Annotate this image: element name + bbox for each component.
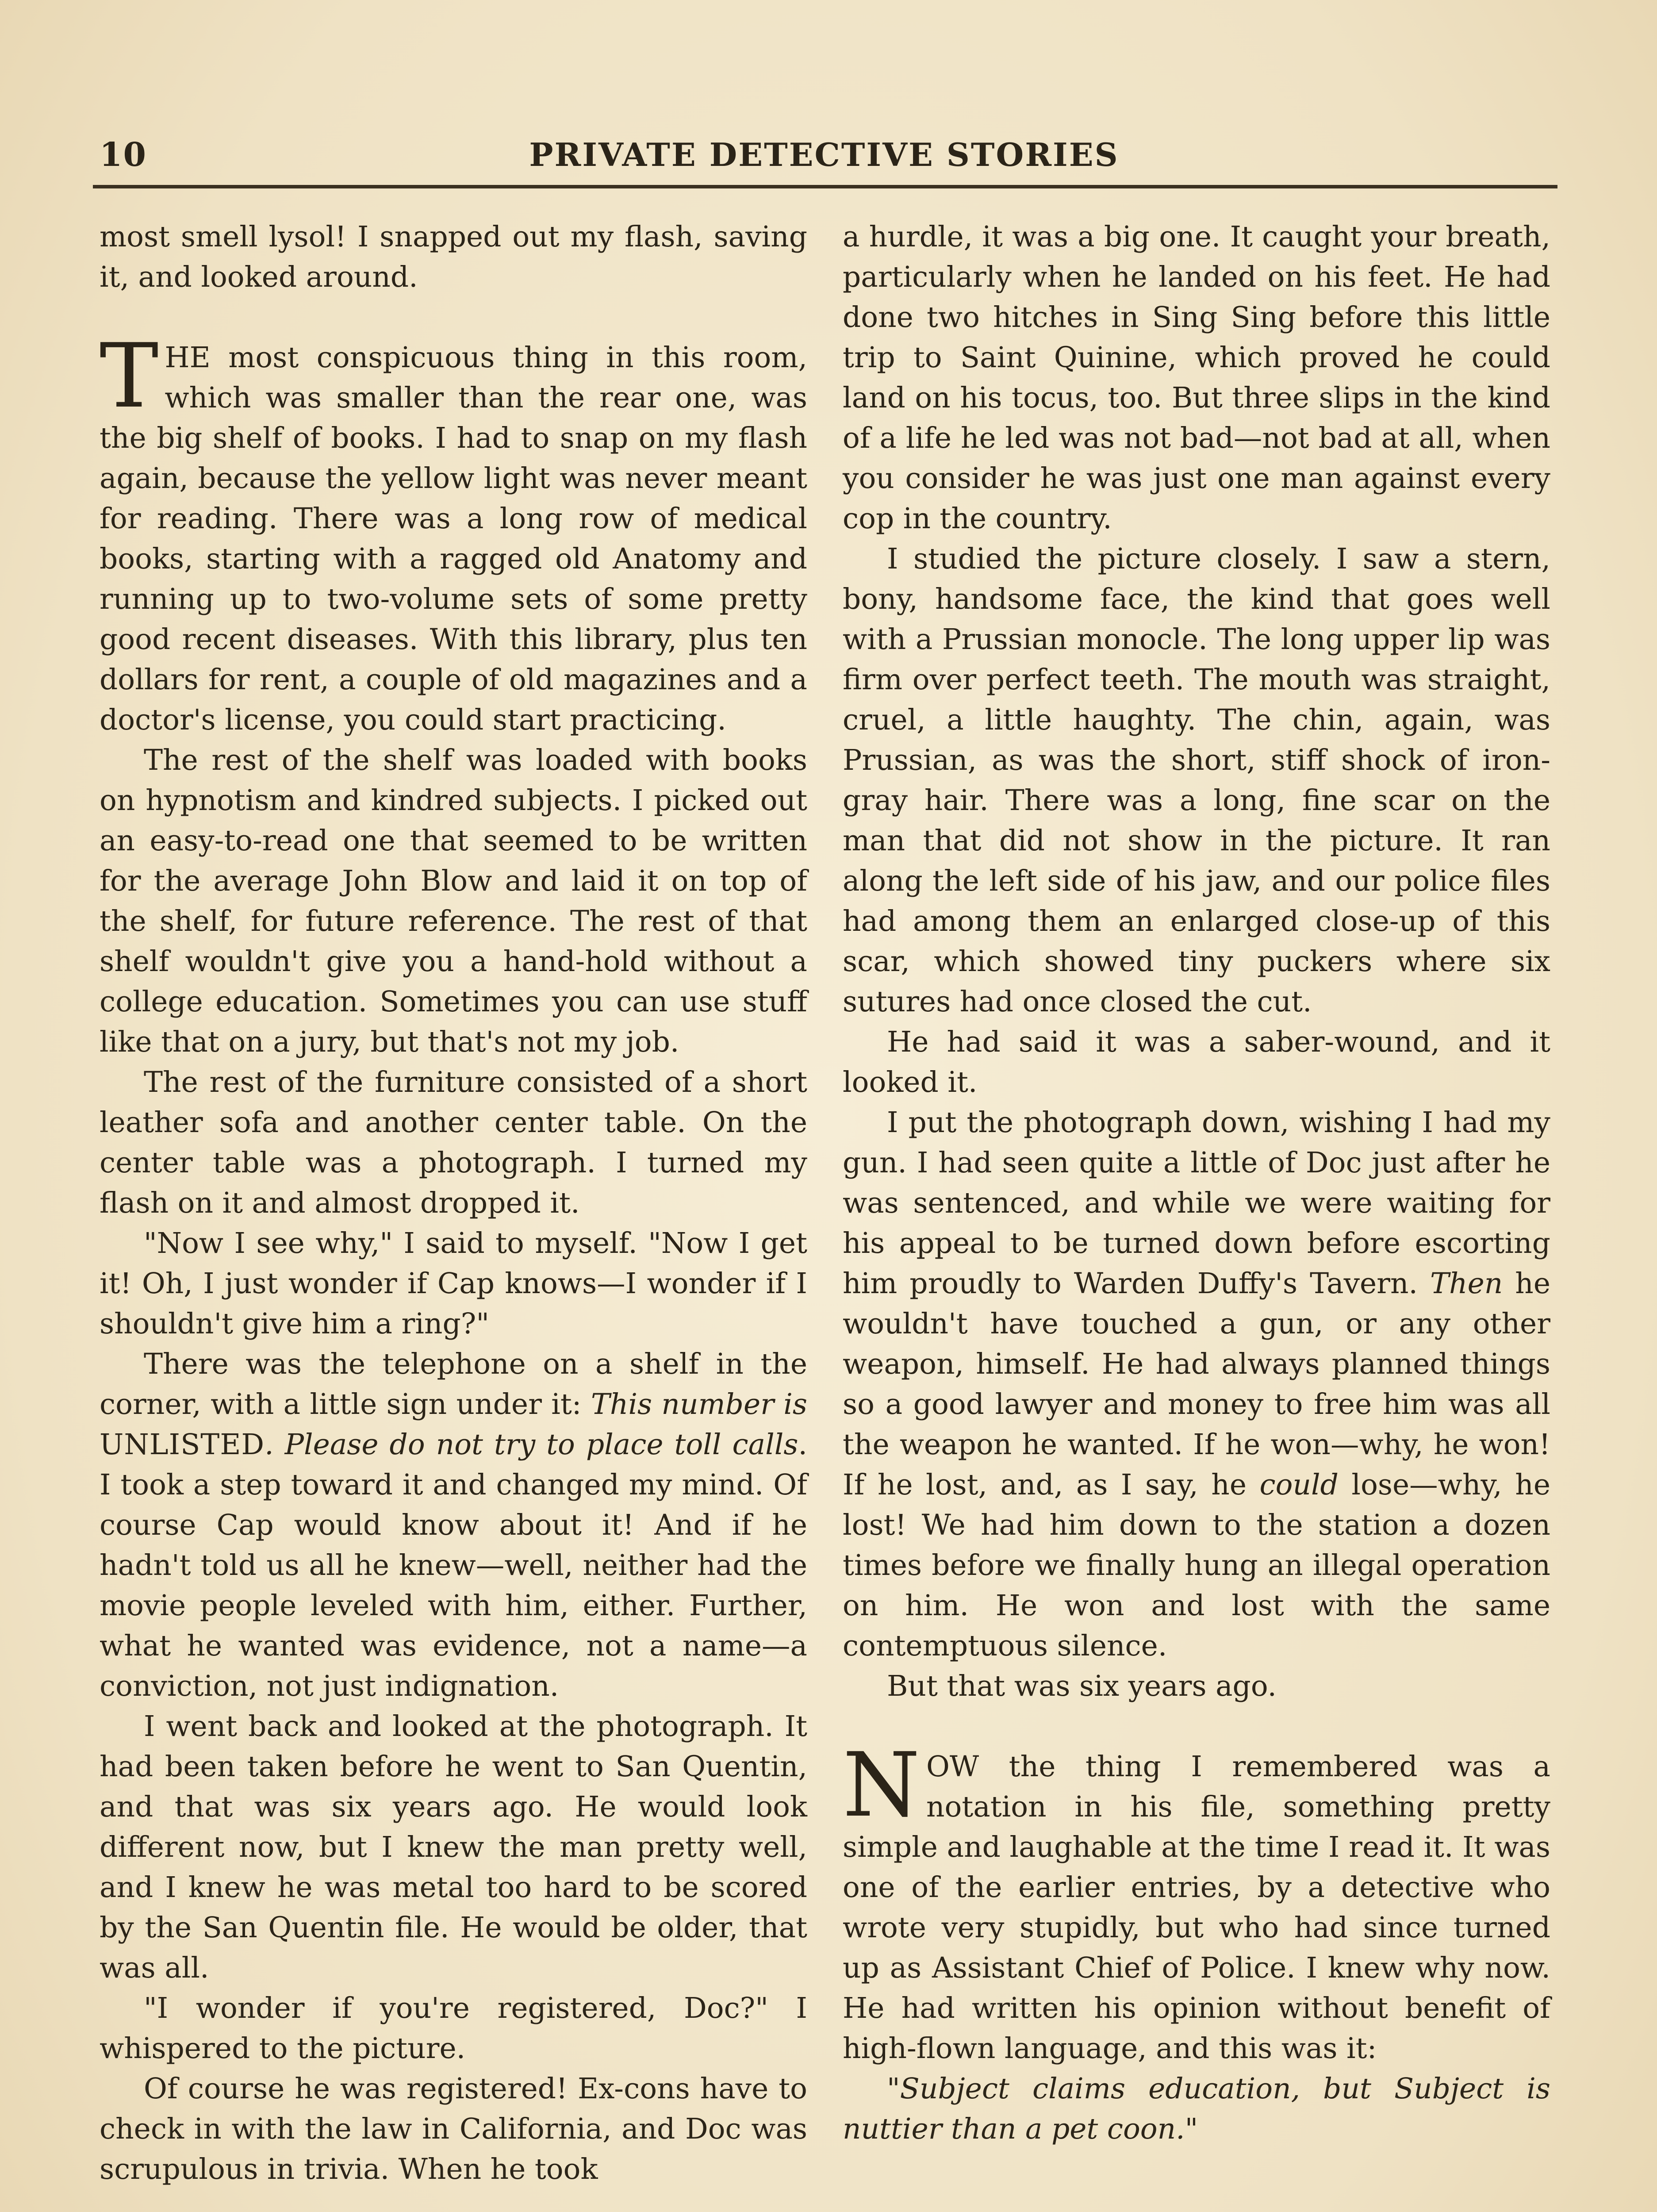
sign-text: This number is — [591, 1388, 807, 1421]
paragraph: The rest of the shelf was loaded with books on hypnotism and kindred subjects. I picked out an easy-to-read one that seemed to be written for the average John Blow and laid it on top of the shelf, for future reference. The rest of that shelf wouldn't give you a hand-hold without a college education. Sometimes you can use stuff like that on a jury, but that's not my job. — [100, 744, 807, 1059]
paragraph-text: I put the photograph down, wishing I had my gun. I had seen quite a little of Doc just after he was sentenced, and while we were waiting for his appeal to be turned down before escorting him proudly to Warden Duffy's Tavern. — [843, 1106, 1550, 1300]
paragraph: But that was six years ago. — [887, 1670, 1277, 1703]
paragraph: "I wonder if you're registered, Doc?" I whispered to the picture. — [100, 1992, 807, 2065]
page-header — [100, 133, 1549, 177]
page-number: 10 — [100, 136, 147, 174]
right-column — [843, 217, 1550, 2149]
running-title: PRIVATE DETECTIVE STORIES — [529, 136, 1119, 173]
quote-paragraph — [843, 2069, 1550, 2149]
paragraph-text: lose—why, he lost! We had him down to the station a dozen times before we finally hung an illegal operation on him. He won and lost with the same contemptuous silence. — [843, 1468, 1551, 1663]
paragraph-text: . I took a step toward it and changed my mind. Of course Cap would know about it! And if he hadn't told us all he knew—well, neither had the movie people leveled with him, either. Further, what he wanted was evidence, not a name—a conviction, not just indignation. — [100, 1428, 807, 1703]
paragraph-text: There was the telephone on a shelf in the corner, with a little sign under it: — [100, 1348, 807, 1421]
paragraph — [843, 1102, 1550, 1666]
paragraph: I studied the picture closely. I saw a stern, bony, handsome face, the kind that goes well with a Prussian monocle. The long upper lip was firm over perfect teeth. The mouth was straight, cruel, a little haughty. The chin, again, was Prussian, as was the short, stiff shock of iron-gray hair. There was a long, fine scar on the man that did not show in the picture. It ran along the left side of his jaw, and our police files had among them an enlarged close-up of this scar, which showed tiny puckers where six sutures had once closed the cut. — [843, 542, 1550, 1018]
sign-text: . Please do not try to place toll calls — [265, 1428, 798, 1461]
drop-cap-letter: T — [100, 325, 159, 428]
paragraph-text: OW the thing I remembered was a notation in his file, something pretty simple and laughable at the time I read it. It was one of the earlier entries, by a detective who wrote very stupidly, but who had since turned up as Assistant Chief of Police. I knew why now. He had written his opinion without benefit of high-flown language, and this was it: — [843, 1750, 1550, 2065]
paragraph: Of course he was registered! Ex-cons have to check in with the law in California, and Doc was scrupulous in trivia. When he took — [100, 2072, 807, 2186]
paragraph: I went back and looked at the photograph. It had been taken before he went to San Quentin, and that was six years ago. He would look different now, but I knew the man pretty well, and I knew he was metal too hard to be scored by the San Quentin file. He would be older, that was all. — [100, 1710, 807, 1985]
paragraph-text: he wouldn't have touched a gun, or any other weapon, himself. He had always planned things so a good lawyer and money to free him was all the weapon he wanted. If he won—why, he won! If he lost, and, as I say, he — [843, 1267, 1550, 1502]
emphasis: could — [1259, 1468, 1339, 1502]
left-column — [100, 217, 807, 2189]
header-rule — [93, 185, 1557, 188]
paragraph — [100, 1344, 807, 1706]
drop-cap-letter: N — [843, 1734, 920, 1837]
paragraph-text: HE most conspicuous thing in this room, which was smaller than the rear one, was the big shelf of books. I had to snap on my flash again, because the yellow light was never meant for reading. There was a long row of medical books, starting with a ragged old Anatomy and running up to two-volume sets of some pretty good recent diseases. With this library, plus ten dollars for rent, a couple of old magazines and a doctor's license, you could start practicing. — [100, 341, 807, 737]
sign-text-smallcaps: UNLISTED — [100, 1428, 265, 1461]
emphasis: Then — [1430, 1267, 1503, 1300]
quoted-note: "Subject claims education, but Subject is nuttier than a pet coon." — [843, 2072, 1550, 2146]
paragraph: most smell lysol! I snapped out my flash, saving it, and looked around. — [100, 220, 807, 294]
paragraph-dropcap — [100, 325, 807, 740]
paragraph: He had said it was a saber-wound, and it looked it. — [843, 1025, 1550, 1099]
paragraph: The rest of the furniture consisted of a short leather sofa and another center table. On the center table was a photograph. I turned my flash on it and almost dropped it. — [100, 1066, 807, 1220]
paragraph-dropcap — [843, 1734, 1550, 2069]
paragraph: "Now I see why," I said to myself. "Now I get it! Oh, I just wonder if Cap knows—I wonder if I shouldn't give him a ring?" — [100, 1227, 807, 1340]
paragraph: a hurdle, it was a big one. It caught your breath, particularly when he landed on his feet. He had done two hitches in Sing Sing before this little trip to Saint Quinine, which proved he could land on his tocus, too. But three slips in the kind of a life he led was not bad—not bad at all, when you consider he was just one man against every cop in the country. — [843, 220, 1550, 535]
